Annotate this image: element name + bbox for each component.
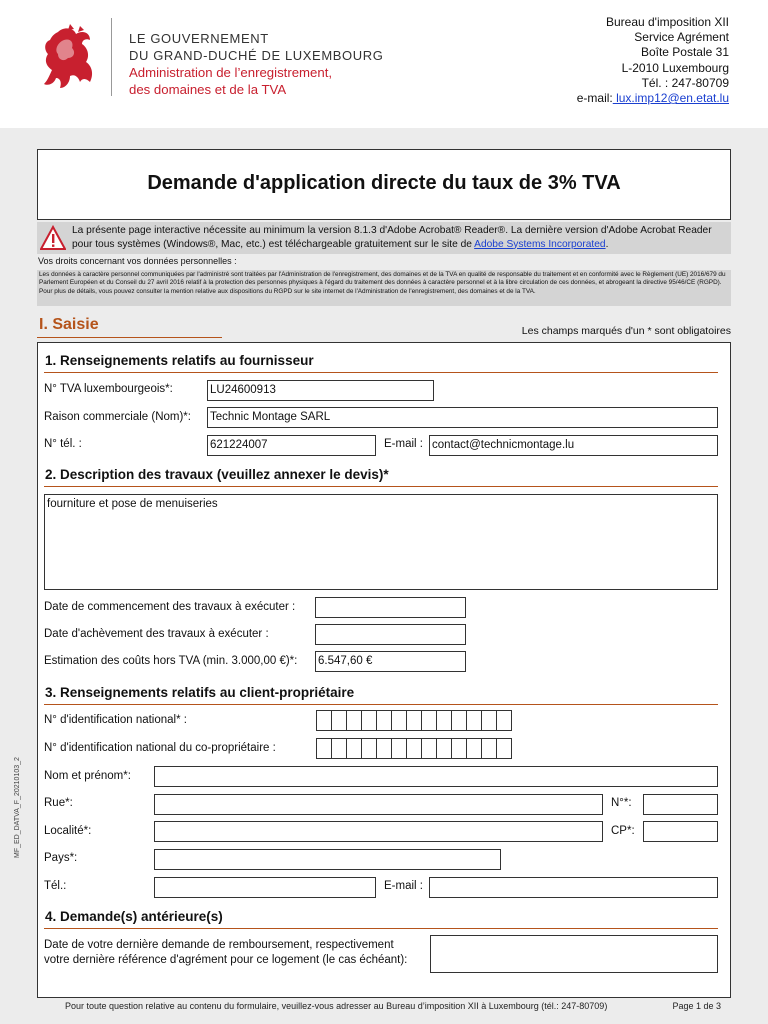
bureau-email-line [577,91,729,106]
form-title-box [37,149,731,220]
section-1-title: 1. Renseignements relatifs au fournisseur [45,353,314,368]
adobe-link[interactable]: Adobe Systems Incorporated [474,238,606,250]
tva-number-input[interactable]: LU24600913 [207,380,434,401]
co-owner-national-id-input[interactable] [316,738,511,759]
cost-estimate-label: Estimation des coûts hors TVA (min. 3.000,00 €)*: [44,655,298,667]
work-description-textarea[interactable]: fourniture et pose de menuiseries [44,494,718,590]
street-input[interactable] [154,794,603,815]
company-name-label: Raison commerciale (Nom)*: [44,411,191,423]
gov-line-1: LE GOUVERNEMENT [129,31,269,46]
client-email-label: E-mail : [384,880,423,892]
mandatory-note: Les champs marqués d'un * sont obligatoires [521,325,731,337]
national-id-label: N° d'identification national* : [44,714,187,726]
house-number-input[interactable] [643,794,718,815]
client-tel-label: Tél.: [44,880,67,892]
email-label: e-mail: [576,91,613,106]
client-name-input[interactable] [154,766,718,787]
section-4-underline [44,928,718,929]
section-saisie-title: I. Saisie [39,316,99,333]
co-owner-national-id-label: N° d'identification national du co-propriétaire : [44,742,276,754]
rights-heading: Vos droits concernant vos données personnelles : [38,256,237,266]
admin-line-1: Administration de l’enregistrement, [129,65,333,80]
section-4-title: 4. Demande(s) antérieure(s) [45,909,223,924]
end-date-input[interactable] [315,624,466,645]
supplier-email-label: E-mail : [384,438,423,450]
form-box [37,342,731,998]
postal-code-label: CP*: [611,825,635,837]
bureau-name: Bureau d'imposition XII [605,15,729,29]
form-title: Demande d'application directe du taux de 3% TVA [147,172,621,194]
start-date-input[interactable] [315,597,466,618]
section-3-title: 3. Renseignements relatifs au client-propriétaire [45,685,355,700]
previous-request-label-2: votre dernière référence d'agrément pour ce logement (le cas échéant): [44,954,408,966]
page-header [0,0,768,128]
postal-code-input[interactable] [643,821,718,842]
start-date-label: Date de commencement des travaux à exécuter : [44,601,296,613]
national-id-input[interactable] [316,710,511,731]
previous-request-input[interactable] [430,935,718,973]
client-tel-input[interactable] [154,877,376,898]
locality-label: Localité*: [44,825,92,837]
bureau-address [577,15,729,106]
house-number-label: N°*: [611,797,632,809]
bureau-service: Service Agrément [634,30,729,45]
locality-input[interactable] [154,821,603,842]
admin-line-2: des domaines et de la TVA [129,82,287,97]
section-saisie-underline [37,337,222,338]
supplier-tel-label: N° tél. : [44,438,82,450]
warning-end: . [605,238,609,250]
street-label: Rue*: [44,797,73,809]
bureau-po-box: Boîte Postale 31 [640,45,729,60]
gov-line-2: DU GRAND-DUCHÉ DE LUXEMBOURG [129,48,384,63]
footer-contact-note: Pour toute question relative au contenu du formulaire, veuillez-vous adresser au Bureau d’imposition XII à Luxembourg (tél.: 247-80709) [65,1001,608,1011]
country-label: Pays*: [44,852,78,864]
company-name-input[interactable]: Technic Montage SARL [207,407,718,428]
luxembourg-lion-logo-icon [40,24,98,90]
supplier-tel-input[interactable]: 621224007 [207,435,376,456]
section-1-underline [44,372,718,373]
client-email-input[interactable] [429,877,718,898]
bureau-email-link[interactable]: lux.imp12@en.etat.lu [612,91,729,106]
end-date-label: Date d'achèvement des travaux à exécuter : [44,628,269,640]
tva-number-label: N° TVA luxembourgeois*: [44,383,173,395]
previous-request-label-1: Date de votre dernière demande de remboursement, respectivement [44,939,394,951]
cost-estimate-input[interactable]: 6.547,60 € [315,651,466,672]
acrobat-warning [37,222,731,254]
country-input[interactable] [154,849,501,870]
warning-icon [40,225,66,251]
warning-body: La présente page interactive nécessite au minimum la version 8.1.3 d'Adobe Acrobat® Reader®. La dernière version d'Adobe Acrobat Reader pour tous systèmes (Windows®, Mac, etc.) est téléchargeable gratuitement sur le site de [72,225,712,250]
bureau-tel: Tél. : 247-80709 [641,75,729,90]
supplier-email-input[interactable]: contact@technicmontage.lu [429,435,718,456]
government-title [129,30,383,98]
form-reference-code: MF_ED_DATVA_F_20210103_2 [14,757,21,858]
warning-text [72,224,728,251]
section-3-underline [44,704,718,705]
page-number: Page 1 de 3 [672,1001,721,1011]
header-divider [111,18,112,96]
bureau-city: L-2010 Luxembourg [621,60,729,75]
client-name-label: Nom et prénom*: [44,770,131,782]
section-2-title: 2. Description des travaux (veuillez annexer le devis)* [45,467,389,482]
rights-text: Les données à caractère personnel communiquées par l'administré sont traitées par l'Administration de l'enregistrement, des domaines et de la TVA en qualité de responsable du traitement et en conformité avec le Règlement (UE) 2016/679 du Parlement Européen et du Conseil du 27 avril 2016 relatif à la protection des personnes physiques à l'égard du traitement des données à caractère personnel et à la libre circulation de ces données, et abrogeant la directive 95/46/CE (RGPD). Pour plus de détails, vous pouvez consulter la mention relative aux dispositions du RGPD sur le site internet de l'Administration de l'enregistrement, des domaines et de la TVA. [37,270,731,306]
section-2-underline [44,486,718,487]
